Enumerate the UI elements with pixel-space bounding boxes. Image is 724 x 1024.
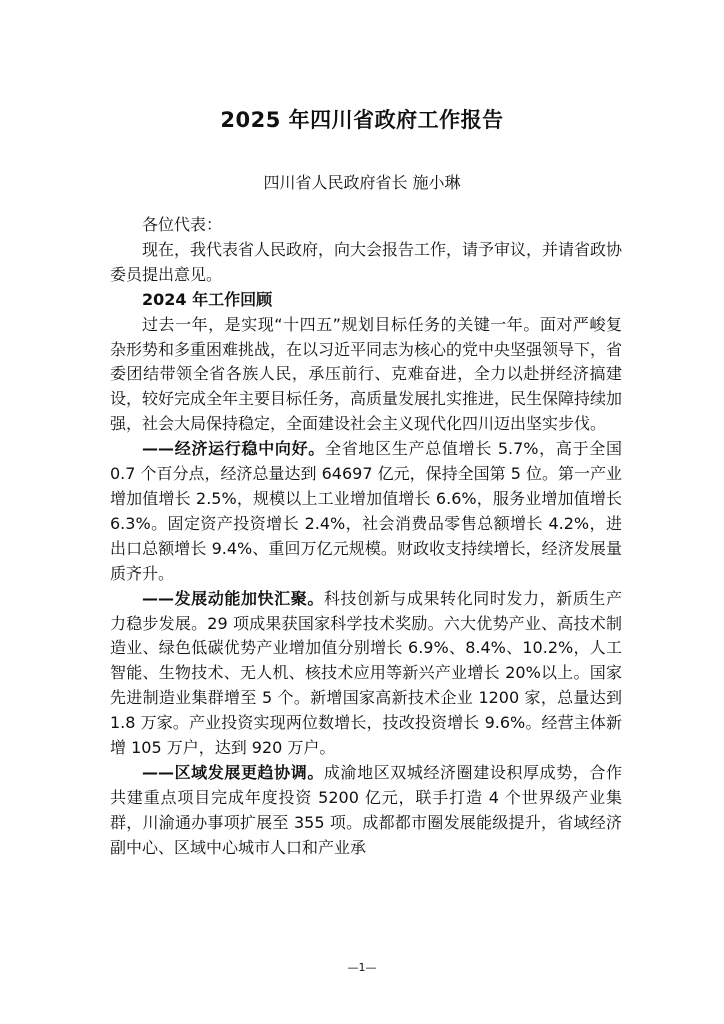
point-lead: ——区域发展更趋协调。 [142,762,324,782]
report-body [110,213,622,861]
intro-paragraph: 现在，我代表省人民政府，向大会报告工作，请予审议，并请省政协委员提出意见。 [110,239,623,284]
point-text: 科技创新与成果转化同时发力，新质生产力稳步发展。29 项成果获国家科学技术奖励。六大优势产业、高技术制造业、绿色低碳优势产业增加值分别增长 6.9%、8.4%、10.2%，人工智能、生物技术、无人机、核技术应用等新兴产业增长 20%以上。国家先进制造业集群增至 5 个。新增国家高新技术企业 1200 家，总量达到 1.8 万家。产业投资实现两位数增长，技改投资增长 9.6%。经营主体新增 105 万户，达到 920 万户。 [110,588,622,758]
point-lead: ——发展动能加快汇聚。 [142,588,324,608]
point-lead: ——经济运行稳中向好。 [142,439,326,459]
page-number: —1— [347,961,377,974]
author-line: 四川省人民政府省长 施小琳 [263,173,461,192]
overview-paragraph: 过去一年，是实现“十四五”规划目标任务的关键一年。面对严峻复杂形势和多重困难挑战，在以习近平同志为核心的党中央坚强领导下，省委团结带领全省各族人民，承压前行、克难奋进，全力以赴拼经济搞建设，较好完成全年主要目标任务，高质量发展扎实推进，民生保障持续加强，社会大局保持稳定，全面建设社会主义现代化四川迈出坚实步伐。 [110,314,623,434]
point-paragraph [110,437,622,586]
point-text: 成渝地区双城经济圈建设积厚成势，合作共建重点项目完成年度投资 5200 亿元，联手打造 4 个世界级产业集群，川渝通办事项扩展至 355 项。成都都市圈发展能级提升，省域经济副中心、区域中心城市人口和产业承 [110,762,622,857]
point-paragraph [110,761,622,861]
point-paragraph [110,587,622,761]
section-heading: 2024 年工作回顾 [142,289,273,309]
report-title: 2025 年四川省政府工作报告 [220,108,504,132]
greeting: 各位代表： [142,215,223,234]
point-text: 全省地区生产总值增长 5.7%，高于全国 0.7 个百分点，经济总量达到 64697 亿元，保持全国第 5 位。第一产业增加值增长 2.5%，规模以上工业增加值增长 6.6%，服务业增加值增长 6.3%。固定资产投资增长 2.4%，社会消费品零售总额增长 4.2%，进出口总额增长 9.4%、重回万亿元规模。财政收支持续增长，经济发展量质齐升。 [110,439,622,583]
